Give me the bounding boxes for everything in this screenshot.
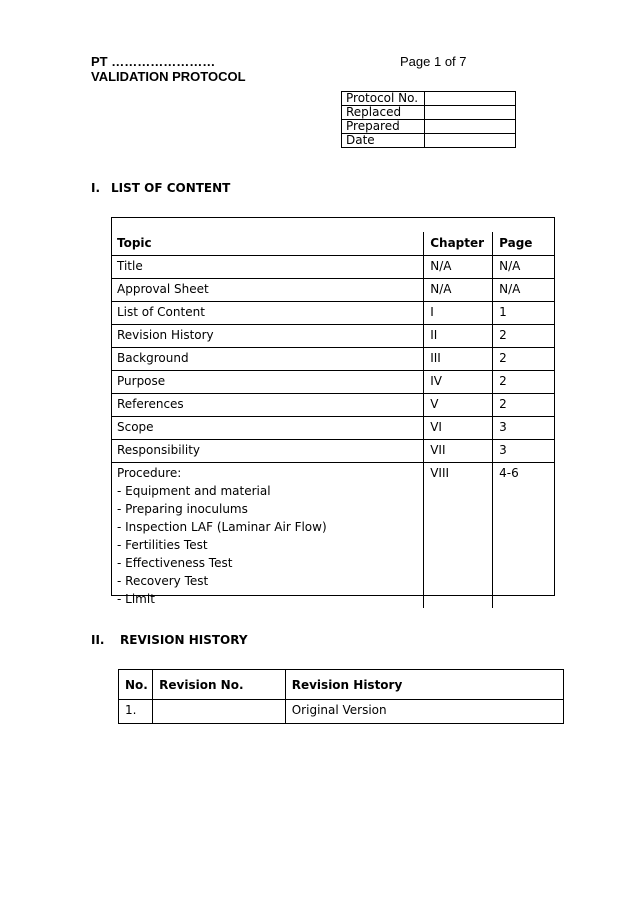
- toc-chapter: III: [424, 348, 493, 371]
- protocol-info-row: [342, 92, 516, 106]
- table-row: [111, 256, 555, 279]
- protocol-info-value: [425, 92, 516, 106]
- table-header-row: [119, 670, 564, 700]
- section-heading-list-of-content: [91, 181, 230, 195]
- protocol-info-row: [342, 106, 516, 120]
- procedure-line: - Preparing inoculums: [117, 502, 248, 516]
- procedure-line: - Inspection LAF (Laminar Air Flow): [117, 520, 327, 534]
- toc-page: 2: [493, 371, 555, 394]
- protocol-info-label: Replaced: [342, 106, 425, 120]
- revision-history-table: [118, 669, 564, 724]
- toc-topic: References: [111, 394, 424, 417]
- table-header-row: [111, 232, 555, 256]
- toc-chapter: N/A: [424, 279, 493, 302]
- toc-page: 1: [493, 302, 555, 325]
- protocol-info-label: Date: [342, 134, 425, 148]
- toc-topic: Responsibility: [111, 440, 424, 463]
- toc-topic: Background: [111, 348, 424, 371]
- revision-history-cell: Original Version: [285, 700, 563, 724]
- toc-topic: List of Content: [111, 302, 424, 325]
- protocol-info-row: [342, 120, 516, 134]
- toc-topic: Purpose: [111, 371, 424, 394]
- toc-page: N/A: [493, 256, 555, 279]
- header-revision-no: Revision No.: [153, 670, 286, 700]
- toc-topic: Scope: [111, 417, 424, 440]
- section-number: II.: [91, 633, 105, 647]
- list-of-content-table: [111, 232, 555, 608]
- protocol-info-value: [425, 120, 516, 134]
- procedure-topics: [111, 463, 424, 609]
- toc-topic: Title: [111, 256, 424, 279]
- section-title: LIST OF CONTENT: [111, 181, 231, 195]
- toc-chapter: VII: [424, 440, 493, 463]
- protocol-info-label: Protocol No.: [342, 92, 425, 106]
- toc-chapter: II: [424, 325, 493, 348]
- protocol-info-table: [341, 91, 516, 148]
- toc-page: N/A: [493, 279, 555, 302]
- table-row-procedure: [111, 463, 555, 609]
- revision-number-cell: [153, 700, 286, 724]
- table-row: [111, 279, 555, 302]
- toc-page: 2: [493, 348, 555, 371]
- header-topic: Topic: [111, 232, 424, 256]
- header-no: No.: [119, 670, 153, 700]
- toc-chapter: I: [424, 302, 493, 325]
- toc-page: 3: [493, 417, 555, 440]
- procedure-line: Procedure:: [117, 466, 182, 480]
- table-row: [111, 440, 555, 463]
- table-row: [119, 700, 564, 724]
- procedure-line: - Effectiveness Test: [117, 556, 233, 570]
- procedure-line: - Fertilities Test: [117, 538, 208, 552]
- section-heading-revision-history: [91, 633, 248, 647]
- revision-no-cell: 1.: [119, 700, 153, 724]
- table-row: [111, 348, 555, 371]
- toc-chapter: IV: [424, 371, 493, 394]
- toc-topic: Approval Sheet: [111, 279, 424, 302]
- protocol-info-row: [342, 134, 516, 148]
- protocol-info-value: [425, 134, 516, 148]
- toc-chapter: VI: [424, 417, 493, 440]
- procedure-line: - Recovery Test: [117, 574, 209, 588]
- toc-chapter: V: [424, 394, 493, 417]
- document-title: VALIDATION PROTOCOL: [91, 69, 246, 84]
- header-page: Page: [493, 232, 555, 256]
- document-code: PT ……………………: [91, 54, 216, 69]
- table-row: [111, 394, 555, 417]
- table-row: [111, 371, 555, 394]
- toc-page: 2: [493, 325, 555, 348]
- section-number: I.: [91, 181, 101, 195]
- toc-topic: Revision History: [111, 325, 424, 348]
- header-revision-history: Revision History: [285, 670, 563, 700]
- toc-page: 2: [493, 394, 555, 417]
- header-chapter: Chapter: [424, 232, 493, 256]
- table-row: [111, 325, 555, 348]
- protocol-info-label: Prepared: [342, 120, 425, 134]
- toc-chapter: N/A: [424, 256, 493, 279]
- table-row: [111, 417, 555, 440]
- toc-page: 3: [493, 440, 555, 463]
- toc-page: 4-6: [493, 463, 555, 609]
- protocol-info-value: [425, 106, 516, 120]
- page-number: Page 1 of 7: [400, 54, 467, 69]
- procedure-line: - Limit: [117, 592, 155, 606]
- section-title: REVISION HISTORY: [120, 633, 248, 647]
- table-row: [111, 302, 555, 325]
- toc-chapter: VIII: [424, 463, 493, 609]
- procedure-line: - Equipment and material: [117, 484, 271, 498]
